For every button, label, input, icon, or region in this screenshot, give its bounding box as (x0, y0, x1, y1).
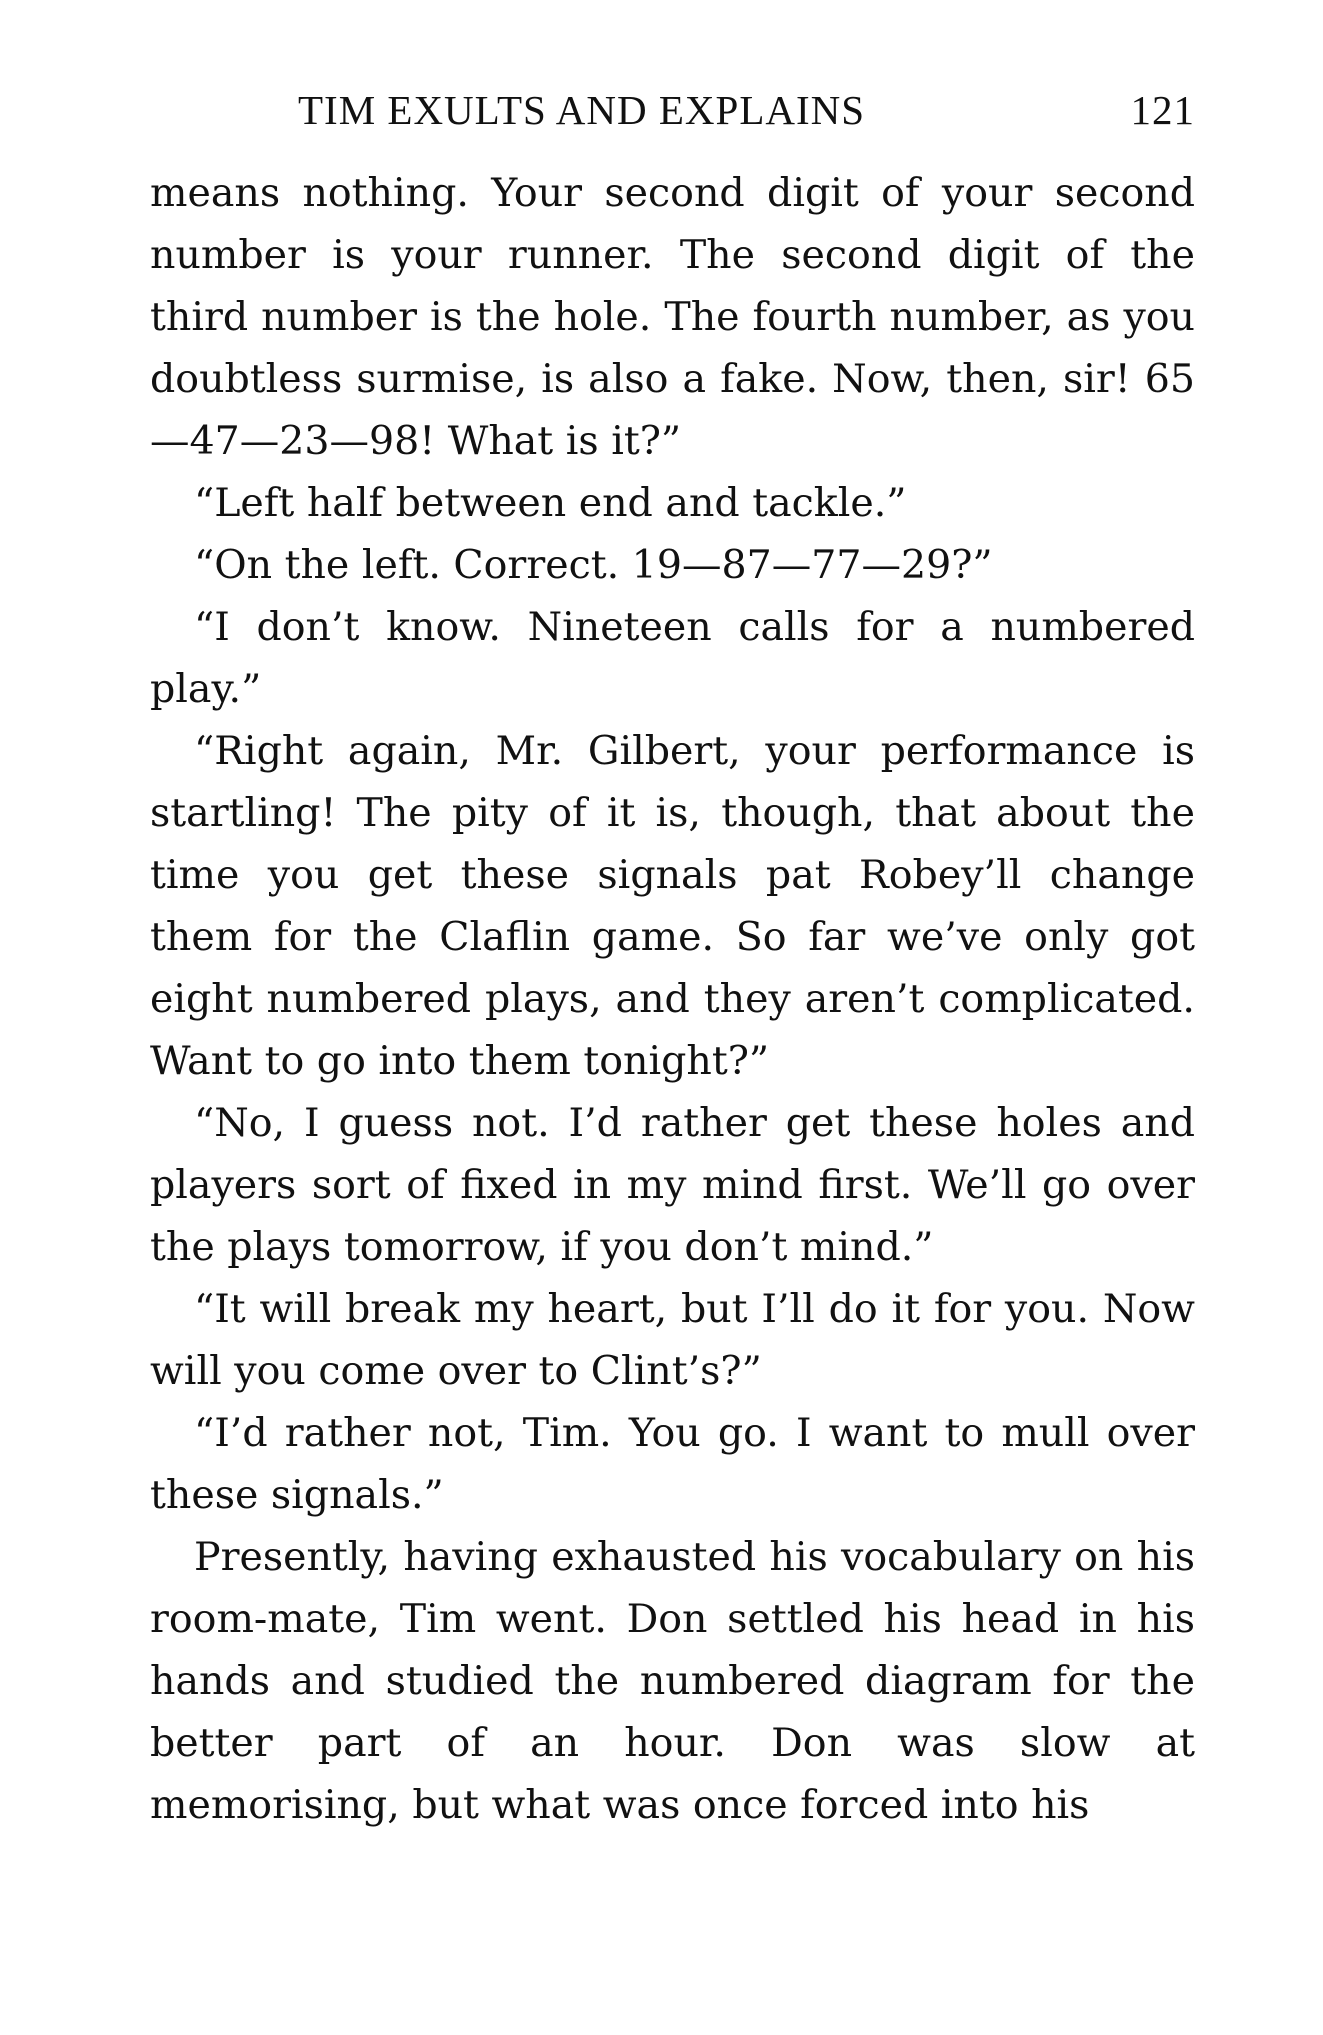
paragraph: “I’d rather not, Tim. You go. I want to mull over these signals.” (150, 1410, 1195, 1518)
paragraph: “No, I guess not. I’d rather get these holes and players sort of fixed in my mind first. We’ll go over the plays tomorrow, if you don’t mind.” (150, 1100, 1195, 1270)
book-page (150, 70, 1195, 1836)
paragraph: “It will break my heart, but I’ll do it for you. Now will you come over to Clint’s?” (150, 1286, 1195, 1394)
running-title: TIM EXULTS AND EXPLAINS (298, 87, 866, 133)
paragraph: “Right again, Mr. Gilbert, your performance is startling! The pity of it is, though, that about the time you get these signals pat Robey’ll change them for the Claflin game. So far we’ve only got eight numbered plays, and they aren’t complicated. Want to go into them tonight?” (150, 728, 1195, 1084)
body-text (150, 162, 1195, 1836)
paragraph: “Left half between end and tackle.” (194, 480, 907, 526)
page-number: 121 (1130, 87, 1195, 133)
paragraph: Presently, having exhausted his vocabulary on his room-mate, Tim went. Don settled his head in his hands and studied the numbered diagram for the better part of an hour. Don was slow at memorising, but what was once forced into his (150, 1534, 1195, 1828)
paragraph: means nothing. Your second digit of your second number is your runner. The second digit of the third number is the hole. The fourth number, as you doubtless surmise, is also a fake. Now, then, sir! 65—47—23—98! What is it?” (150, 170, 1195, 464)
paragraph: “On the left. Correct. 19—87—77—29?” (194, 542, 993, 588)
paragraph: “I don’t know. Nineteen calls for a numbered play.” (150, 604, 1195, 712)
running-head (150, 70, 1195, 150)
